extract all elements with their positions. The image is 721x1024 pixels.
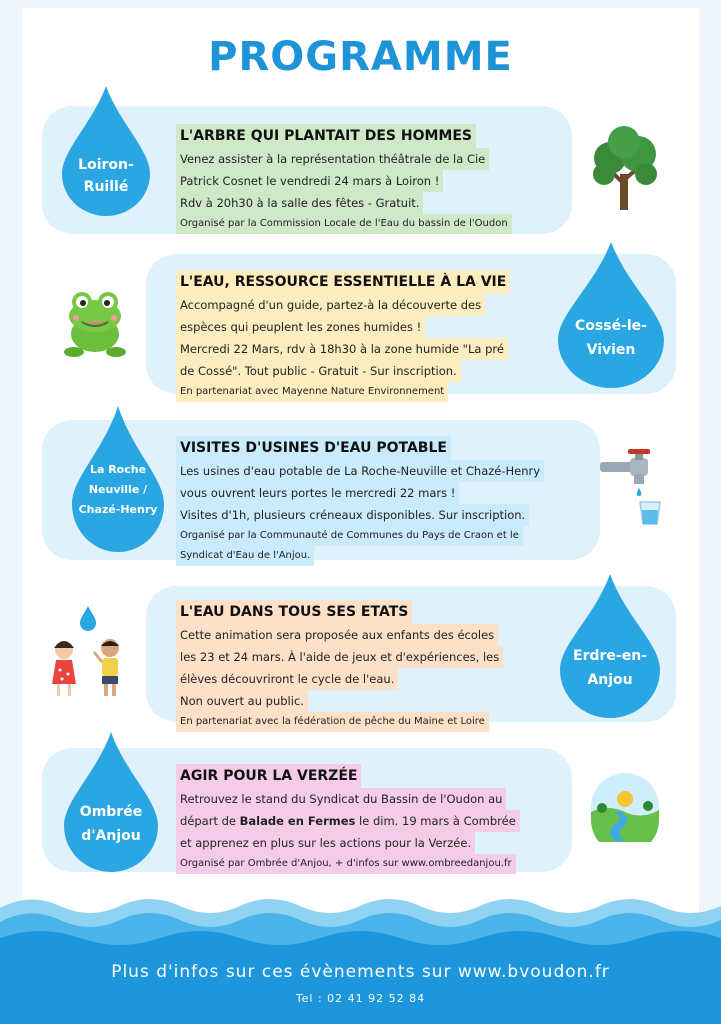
event-heading: L'EAU, RESSOURCE ESSENTIELLE À LA VIE [176, 270, 510, 294]
tap-icon [600, 446, 666, 526]
event-line: les 23 et 24 mars. À l'aide de jeux et d'expériences, les [176, 646, 503, 668]
event-line: Patrick Cosnet le vendredi 24 mars à Loiron ! [176, 170, 443, 192]
location-label-line: Neuville / [88, 483, 148, 496]
event-bold-text: Balade en Fermes [239, 814, 356, 828]
event-note: Organisé par Ombrée d'Anjou, + d'infos sur www.ombreedanjou.fr [176, 854, 516, 874]
event-heading: AGIR POUR LA VERZÉE [176, 764, 361, 788]
location-label-line: Ombrée [79, 804, 143, 820]
event-text-2 [176, 270, 510, 402]
event-note: Organisé par la Commission Locale de l'Eau du bassin de l'Oudon [176, 214, 512, 234]
event-line: Venez assister à la représentation théâtrale de la Cie [176, 148, 489, 170]
event-heading: L'EAU DANS TOUS SES ETATS [176, 600, 412, 624]
event-line: de Cossé". Tout public - Gratuit - Sur inscription. [176, 360, 461, 382]
event-line: Cette animation sera proposée aux enfants des écoles [176, 624, 498, 646]
location-label-line: Loiron- [78, 157, 134, 173]
location-label-line: d'Anjou [81, 828, 141, 844]
footer-website-text: Plus d'infos sur ces évènements sur www.bvoudon.fr [111, 962, 610, 982]
event-text-5 [176, 764, 520, 874]
location-label-line: Anjou [587, 672, 633, 688]
event-line: Non ouvert au public. [176, 690, 308, 712]
event-line: et apprenez en plus sur les actions pour la Verzée. [176, 832, 475, 854]
event-line: espèces qui peuplent les zones humides ! [176, 316, 425, 338]
event-note: En partenariat avec la fédération de pêche du Maine et Loire [176, 712, 489, 732]
location-label-line: Erdre-en- [573, 648, 647, 664]
event-line: Les usines d'eau potable de La Roche-Neuville et Chazé-Henry [176, 460, 544, 482]
location-drop-4 [558, 572, 662, 720]
river-landscape-icon [590, 772, 660, 842]
event-line-start: départ de [180, 814, 240, 828]
event-text-4 [176, 600, 503, 732]
event-line: Retrouvez le stand du Syndicat du Bassin de l'Oudon au [176, 788, 506, 810]
event-note: En partenariat avec Mayenne Nature Environnement [176, 382, 448, 402]
event-text-3 [176, 436, 544, 566]
event-line: élèves découvriront le cycle de l'eau. [176, 668, 398, 690]
location-drop-5 [62, 730, 160, 874]
event-line-rest: le dim. 19 mars à Combrée [355, 814, 516, 828]
event-line: vous ouvrent leurs portes le mercredi 22 mars ! [176, 482, 459, 504]
event-line: Mercredi 22 Mars, rdv à 18h30 à la zone humide "La pré [176, 338, 508, 360]
location-label-line: Chazé-Henry [78, 503, 158, 516]
children-icon [42, 604, 134, 700]
location-label-line: Ruillé [83, 179, 129, 195]
event-heading: VISITES D'USINES D'EAU POTABLE [176, 436, 451, 460]
event-note: Organisé par la Communauté de Communes du Pays de Craon et le [176, 526, 523, 546]
location-label-line: Vivien [586, 342, 636, 358]
frog-icon [60, 288, 130, 360]
location-drop-1 [60, 84, 152, 218]
event-line: Visites d'1h, plusieurs créneaux disponibles. Sur inscription. [176, 504, 529, 526]
event-note: Syndicat d'Eau de l'Anjou. [176, 546, 314, 566]
location-label-line: La Roche [89, 463, 147, 476]
tree-icon [588, 124, 662, 212]
location-drop-3 [70, 404, 166, 554]
footer-phone: Tel : 02 41 92 52 84 [295, 992, 426, 1005]
page-title: PROGRAMME [208, 34, 513, 80]
location-drop-2 [556, 240, 666, 390]
event-text-1 [176, 124, 512, 234]
event-heading: L'ARBRE QUI PLANTAIT DES HOMMES [176, 124, 476, 148]
event-line [176, 810, 520, 832]
location-label-line: Cossé-le- [575, 318, 647, 334]
event-line: Accompagné d'un guide, partez-à la découverte des [176, 294, 485, 316]
event-line: Rdv à 20h30 à la salle des fêtes - Gratuit. [176, 192, 423, 214]
